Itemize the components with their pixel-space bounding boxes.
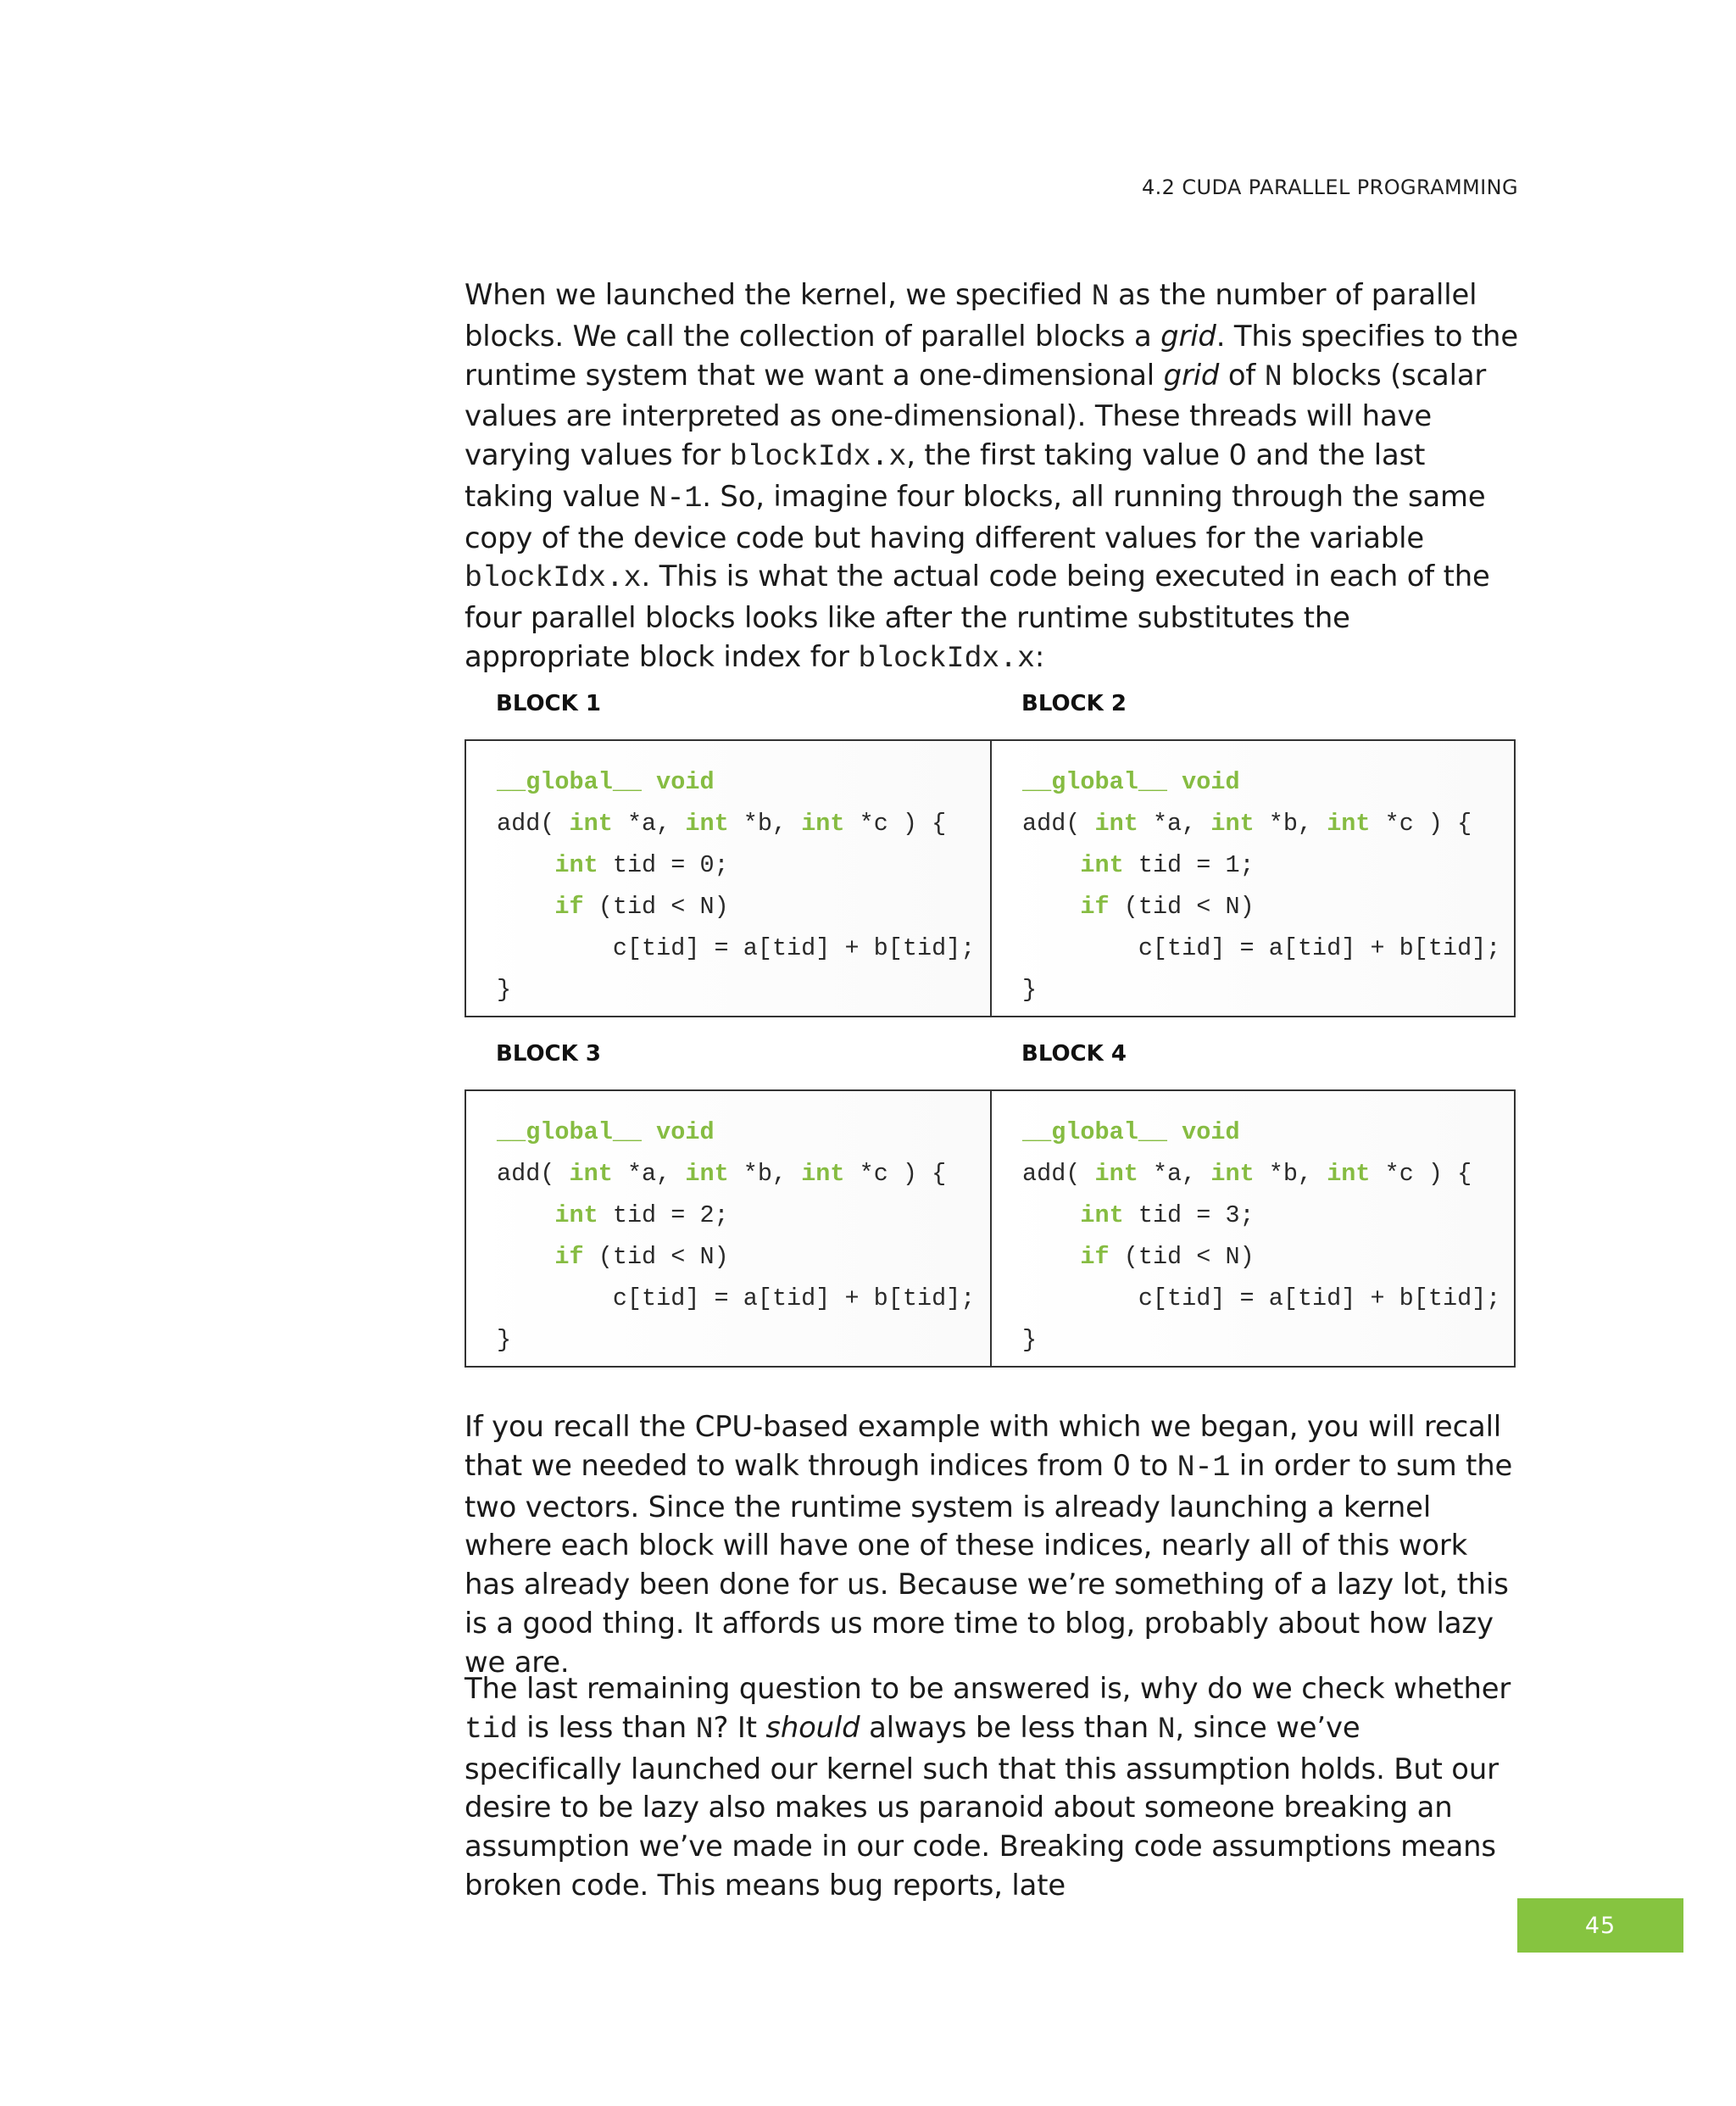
running-head: 4.2 CUDA PARALLEL PROGRAMMING: [1141, 176, 1518, 199]
block-2-label: BLOCK 2: [1021, 691, 1127, 716]
emphasis: should: [765, 1710, 860, 1744]
code-text: }: [497, 976, 512, 1004]
code-line-assign: [1022, 1278, 1514, 1319]
code-line-tid: [497, 1195, 990, 1236]
keyword: int: [801, 1160, 845, 1188]
code-line-close: [497, 969, 990, 1011]
keyword: int: [1327, 810, 1371, 838]
code-text: c[tid] = a[tid] + b[tid];: [612, 934, 976, 962]
keyword: int: [685, 810, 729, 838]
inline-code: N-1: [1177, 1450, 1231, 1485]
keyword: __global__: [1022, 1118, 1168, 1146]
text-run: . This specifies to the runtime system that we want a one-dimensional: [465, 319, 1518, 392]
page-number: 45: [1584, 1912, 1616, 1939]
code-line-params: [1022, 1153, 1514, 1195]
code-text: tid = 1;: [1123, 851, 1255, 879]
code-text: c[tid] = a[tid] + b[tid];: [612, 1284, 976, 1312]
inline-code: blockIdx.x: [858, 641, 1035, 676]
inline-code: blockIdx.x: [465, 561, 642, 596]
keyword: int: [1094, 810, 1138, 838]
text-run: of: [1219, 358, 1265, 392]
emphasis: grid: [1163, 358, 1220, 392]
code-text: tid = 2;: [598, 1201, 729, 1229]
code-line-assign: [497, 928, 990, 969]
code-text: *b,: [728, 1160, 802, 1188]
inline-code: tid: [465, 1712, 518, 1747]
code-line-params: [1022, 803, 1514, 844]
keyword: __global__: [497, 1118, 643, 1146]
code-line-params: [497, 1153, 990, 1195]
text-run: as the number of parallel blocks. We call the collection of parallel blocks a: [465, 278, 1477, 353]
inline-code: N: [1264, 359, 1283, 394]
inline-code: N: [1091, 280, 1110, 314]
keyword: void: [656, 1118, 715, 1146]
keyword: __global__: [497, 768, 643, 796]
code-line-assign: [1022, 928, 1514, 969]
text-run: always be less than: [860, 1710, 1158, 1744]
code-line-if: [497, 1236, 990, 1278]
code-line-close: [1022, 969, 1514, 1011]
keyword: int: [1327, 1160, 1371, 1188]
code-text: *a,: [1138, 1160, 1211, 1188]
keyword: int: [554, 1201, 598, 1229]
code-text: (tid < N): [583, 893, 729, 921]
code-text: *b,: [728, 810, 802, 838]
page-number-badge: [1517, 1898, 1683, 1953]
keyword: if: [554, 893, 584, 921]
code-line-assign: [497, 1278, 990, 1319]
code-text: *c ) {: [844, 810, 947, 838]
code-text: c[tid] = a[tid] + b[tid];: [1138, 934, 1501, 962]
keyword: int: [554, 851, 598, 879]
inline-code: blockIdx.x: [729, 440, 907, 474]
text-run: , the first taking value 0 and the last taking value: [465, 438, 1426, 513]
code-line-signature: [497, 1112, 990, 1153]
code-text: add(: [1022, 810, 1081, 838]
text-run: . So, imagine four blocks, all running through the same copy of the device code but having different values for the variable: [465, 479, 1486, 554]
code-grid-row-1: [465, 739, 1516, 1017]
code-text: (tid < N): [1109, 893, 1255, 921]
text-run: When we launched the kernel, we specified: [465, 278, 1092, 311]
keyword: void: [1182, 768, 1240, 796]
keyword: int: [1210, 1160, 1255, 1188]
code-text: *b,: [1254, 810, 1327, 838]
code-text: *a,: [1138, 810, 1211, 838]
keyword: int: [1094, 1160, 1138, 1188]
text-run: blocks (scalar values are interpreted as one-dimensional). These threads will have varying values for: [465, 358, 1487, 471]
keyword: void: [1182, 1118, 1240, 1146]
code-text: *c ) {: [844, 1160, 947, 1188]
code-text: }: [497, 1326, 512, 1354]
code-line-signature: [1022, 1112, 1514, 1153]
keyword: if: [554, 1243, 584, 1271]
paragraph-tid-check: [465, 1669, 1519, 1905]
code-text: add(: [497, 1160, 555, 1188]
block-1-label: BLOCK 1: [496, 691, 601, 716]
code-text: *a,: [612, 810, 686, 838]
block-3-label: BLOCK 3: [496, 1041, 601, 1067]
code-line-close: [497, 1319, 990, 1361]
code-line-if: [1022, 886, 1514, 928]
code-line-close: [1022, 1319, 1514, 1361]
keyword: if: [1080, 1243, 1110, 1271]
keyword: int: [1210, 810, 1255, 838]
inline-code: N-1: [648, 481, 703, 515]
code-line-params: [497, 803, 990, 844]
code-text: tid = 3;: [1123, 1201, 1255, 1229]
code-line-signature: [1022, 761, 1514, 803]
code-line-signature: [497, 761, 990, 803]
code-block-3: [466, 1091, 990, 1366]
code-text: *a,: [612, 1160, 686, 1188]
text-run: :: [1034, 639, 1045, 673]
code-block-1: [466, 741, 990, 1016]
block-4-label: BLOCK 4: [1021, 1041, 1127, 1067]
text-run: in order to sum the two vectors. Since the runtime system is already launching a kernel where each block will have one of these indices, nearly all of this work has already been done for us. Because we’re something of a lazy lot, this is a good thing. It affords us more time to blog, probably about how lazy we are.: [465, 1448, 1513, 1679]
text-run: ? It: [713, 1710, 766, 1744]
inline-code: N: [1157, 1712, 1176, 1747]
code-line-if: [497, 886, 990, 928]
text-run: . This is what the actual code being executed in each of the four parallel blocks looks like after the runtime substitutes the appropriate block index for: [465, 560, 1490, 673]
text-run: is less than: [517, 1710, 696, 1744]
keyword: if: [1080, 893, 1110, 921]
code-text: (tid < N): [1109, 1243, 1255, 1271]
keyword: void: [656, 768, 715, 796]
code-block-2: [990, 741, 1514, 1016]
keyword: __global__: [1022, 768, 1168, 796]
keyword: int: [1080, 1201, 1124, 1229]
inline-code: N: [695, 1712, 714, 1747]
text-run: , since we’ve specifically launched our kernel such that this assumption holds. But our desire to be lazy also makes us paranoid about someone breaking an assumption we’ve made in our code. Breaking code assumptions means broken code. This means bug reports, late: [465, 1710, 1499, 1902]
code-text: *c ) {: [1370, 1160, 1472, 1188]
code-text: add(: [1022, 1160, 1081, 1188]
code-line-if: [1022, 1236, 1514, 1278]
code-text: *c ) {: [1370, 810, 1472, 838]
code-line-tid: [1022, 1195, 1514, 1236]
code-text: add(: [497, 810, 555, 838]
code-text: }: [1022, 1326, 1038, 1354]
emphasis: grid: [1160, 319, 1216, 353]
code-text: }: [1022, 976, 1038, 1004]
keyword: int: [569, 810, 613, 838]
paragraph-cpu-example: [465, 1407, 1519, 1681]
keyword: int: [569, 1160, 613, 1188]
code-line-tid: [497, 844, 990, 886]
code-text: tid = 0;: [598, 851, 729, 879]
code-text: (tid < N): [583, 1243, 729, 1271]
code-grid-row-2: [465, 1089, 1516, 1368]
paragraph-intro: [465, 276, 1519, 679]
code-text: *b,: [1254, 1160, 1327, 1188]
keyword: int: [801, 810, 845, 838]
text-run: The last remaining question to be answered is, why do we check whether: [465, 1672, 1511, 1705]
code-line-tid: [1022, 844, 1514, 886]
keyword: int: [1080, 851, 1124, 879]
keyword: int: [685, 1160, 729, 1188]
text-run: If you recall the CPU-based example with which we began, you will recall that we needed to walk through indices from 0 to: [465, 1410, 1502, 1482]
code-block-4: [990, 1091, 1514, 1366]
code-text: c[tid] = a[tid] + b[tid];: [1138, 1284, 1501, 1312]
